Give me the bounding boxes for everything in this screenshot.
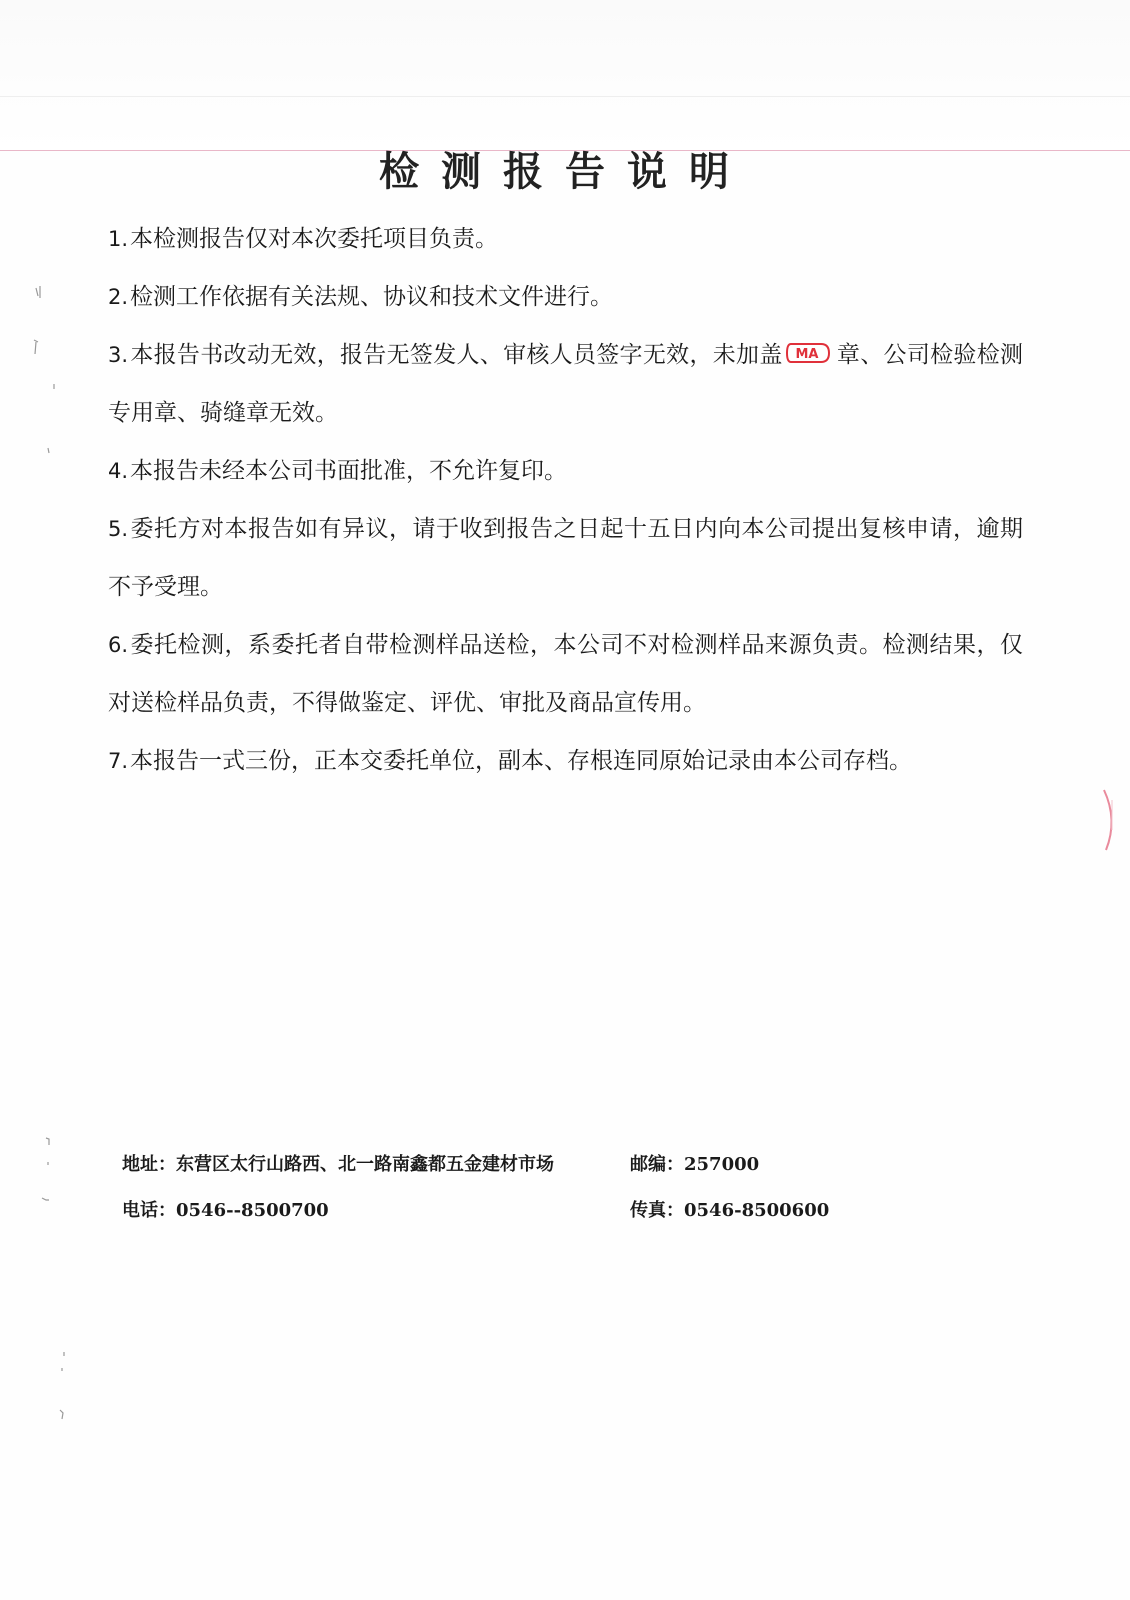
fax-label: 传真： <box>630 1200 684 1221</box>
clause-text: 本报告一式三份，正本交委托单位，副本、存根连同原始记录由本公司存档。 <box>130 748 913 774</box>
clause-number: 7. <box>108 749 129 773</box>
clause-number: 1. <box>108 227 129 251</box>
phone-label: 电话： <box>122 1200 176 1221</box>
fax-value: 0546-8500600 <box>684 1200 830 1221</box>
clause-number: 6. <box>108 633 129 657</box>
address-value: 东营区太行山路西、北一路南鑫都五金建材市场 <box>176 1154 554 1175</box>
clause-number: 3. <box>108 343 129 367</box>
clause-item <box>108 442 1023 500</box>
clause-text: 本报告书改动无效，报告无签发人、审核人员签字无效，未加盖 <box>130 342 783 368</box>
phone-value: 0546--8500700 <box>176 1200 329 1221</box>
address-label: 地址： <box>122 1154 176 1175</box>
clause-number: 2. <box>108 285 129 309</box>
footer-row <box>122 1140 942 1186</box>
postcode-block <box>630 1150 942 1176</box>
phone-block <box>122 1196 630 1222</box>
footer-row <box>122 1186 942 1232</box>
clause-item <box>108 500 1023 616</box>
clause-number: 4. <box>108 459 129 483</box>
clause-item <box>108 210 1023 268</box>
clause-item <box>108 268 1023 326</box>
clause-text: 本报告未经本公司书面批准，不允许复印。 <box>130 458 568 484</box>
clause-text-continued: 章、公司检验检测专用章、骑缝章无效。 <box>108 342 1024 426</box>
clause-text: 委托方对本报告如有异议，请于收到报告之日起十五日内向本公司提出复核申请，逾期不予受理。 <box>108 516 1023 600</box>
clause-list <box>108 210 1023 790</box>
page-title: 检测报告说明 <box>379 149 751 195</box>
cma-seal-label: MA <box>795 347 819 362</box>
clause-item <box>108 326 1023 442</box>
fax-block <box>630 1196 942 1222</box>
postcode-value: 257000 <box>684 1154 760 1175</box>
contact-footer <box>122 1140 942 1232</box>
clause-text: 检测工作依据有关法规、协议和技术文件进行。 <box>130 284 614 310</box>
clause-item <box>108 616 1023 732</box>
clause-number: 5. <box>108 517 129 541</box>
clause-item <box>108 732 1023 790</box>
postcode-label: 邮编： <box>630 1154 684 1175</box>
cma-seal-icon <box>785 342 831 364</box>
clause-text: 本检测报告仅对本次委托项目负责。 <box>130 226 499 252</box>
clause-text: 委托检测，系委托者自带检测样品送检，本公司不对检测样品来源负责。检测结果，仅对送检样品负责，不得做鉴定、评优、审批及商品宣传用。 <box>108 632 1023 716</box>
address-block <box>122 1150 630 1176</box>
